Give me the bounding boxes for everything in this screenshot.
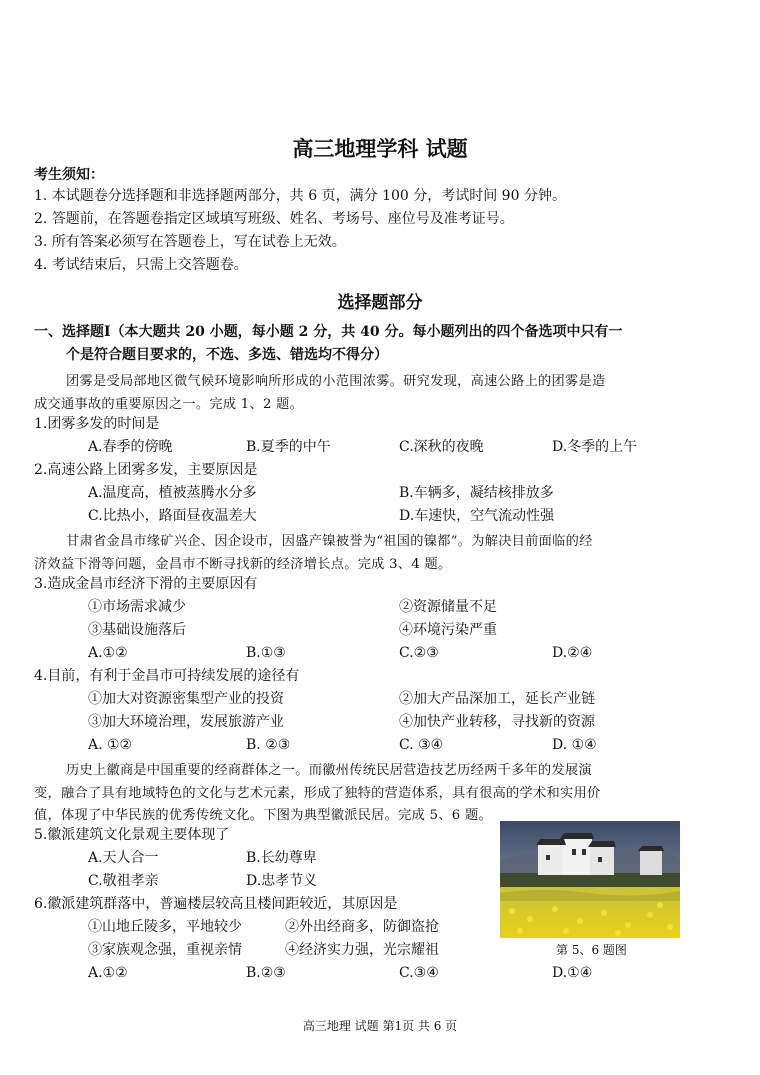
option-d: D.①④ xyxy=(552,965,593,981)
option-d: D.冬季的上午 xyxy=(552,439,638,455)
statement: ④环境污染严重 xyxy=(399,622,497,638)
option-a: A. ①② xyxy=(88,737,133,753)
passage-text: 值，体现了中华民族的优秀传统文化。下图为典型徽派民居。完成 5、6 题。 xyxy=(34,808,492,823)
passage-text: 变，融合了具有地域特色的文化与艺术元素，形成了独特的营造体系，具有很高的学术和实用价 xyxy=(34,786,601,801)
passage-text: 历史上徽商是中国重要的经商群体之一。而徽州传统民居营造技艺历经两千多年的发展演 xyxy=(66,763,593,778)
question-stem: 4.目前，有利于金昌市可持续发展的途径有 xyxy=(34,668,300,684)
huizhou-dwelling-photo xyxy=(500,821,680,938)
part-instructions: 个是符合题目要求的，不选、多选、错选均不得分） xyxy=(66,347,388,363)
option-a: A.①② xyxy=(88,645,128,661)
page-title: 高三地理学科 试题 xyxy=(292,136,468,161)
option-d: D.②④ xyxy=(552,645,593,661)
figure-caption: 第 5、6 题图 xyxy=(556,943,627,957)
option-a: A.温度高，植被蒸腾水分多 xyxy=(88,485,257,501)
question-stem: 3.造成金昌市经济下滑的主要原因有 xyxy=(34,576,258,592)
passage-text: 济效益下滑等问题，金昌市不断寻找新的经济增长点。完成 3、4 题。 xyxy=(34,557,452,572)
question-stem: 6.徽派建筑群落中，普遍楼层较高且楼间距较近，其原因是 xyxy=(34,896,398,912)
passage-text: 团雾是受局部地区微气候环境影响所形成的小范围浓雾。研究发现，高速公路上的团雾是造 xyxy=(66,374,606,389)
option-d: D.忠孝节义 xyxy=(246,873,318,889)
option-c: C.比热小，路面昼夜温差大 xyxy=(88,508,257,524)
option-c: C.深秋的夜晚 xyxy=(399,439,484,455)
notice-item: 2. 答题前，在答题卷指定区域填写班级、姓名、考场号、座位号及准考证号。 xyxy=(34,211,514,227)
option-d: D. ①④ xyxy=(552,737,597,753)
option-a: A.春季的傍晚 xyxy=(88,439,173,455)
notice-heading: 考生须知： xyxy=(34,167,104,183)
question-stem: 1.团雾多发的时间是 xyxy=(34,416,160,432)
statement: ②加大产品深加工，延长产业链 xyxy=(399,691,595,707)
option-c: C.③④ xyxy=(399,965,439,981)
statement: ③基础设施落后 xyxy=(88,622,186,638)
statement: ①市场需求减少 xyxy=(88,599,186,615)
notice-item: 3. 所有答案必须写在答题卷上，写在试卷上无效。 xyxy=(34,234,346,250)
option-c: C.敬祖孝亲 xyxy=(88,873,159,889)
statement: ②资源储量不足 xyxy=(399,599,497,615)
option-b: B.夏季的中午 xyxy=(246,439,331,455)
statement: ③家族观念强，重视亲情 xyxy=(88,942,242,958)
passage-text: 甘肃省金昌市缘矿兴企、因企设市，因盛产镍被誉为“祖国的镍都”。为解决目前面临的经 xyxy=(66,534,593,549)
question-stem: 2.高速公路上团雾多发，主要原因是 xyxy=(34,462,258,478)
question-stem: 5.徽派建筑文化景观主要体现了 xyxy=(34,827,230,843)
statement: ②外出经商多，防御盗抢 xyxy=(285,919,439,935)
option-b: B.②③ xyxy=(246,965,286,981)
page-footer: 高三地理 试题 第1页 共 6 页 xyxy=(302,1019,458,1033)
statement: ④经济实力强，光宗耀祖 xyxy=(285,942,439,958)
option-c: C.②③ xyxy=(399,645,439,661)
option-a: A.①② xyxy=(88,965,128,981)
option-b: B. ②③ xyxy=(246,737,291,753)
statement: ①加大对资源密集型产业的投资 xyxy=(88,691,284,707)
part-instructions: 一、选择题Ⅰ（本大题共 20 小题，每小题 2 分，共 40 分。每小题列出的四个备选项中只有一 xyxy=(34,324,623,340)
option-b: B.长幼尊卑 xyxy=(246,850,317,866)
notice-item: 4. 考试结束后，只需上交答题卷。 xyxy=(34,257,248,273)
option-b: B.车辆多，凝结核排放多 xyxy=(399,485,554,501)
passage-text: 成交通事故的重要原因之一。完成 1、2 题。 xyxy=(34,397,304,412)
option-c: C. ③④ xyxy=(399,737,444,753)
statement: ④加快产业转移，寻找新的资源 xyxy=(399,714,595,730)
notice-item: 1. 本试题卷分选择题和非选择题两部分，共 6 页，满分 100 分，考试时间 90 分钟。 xyxy=(34,188,566,204)
option-a: A.天人合一 xyxy=(88,850,159,866)
option-d: D.车速快，空气流动性强 xyxy=(399,508,555,524)
statement: ③加大环境治理，发展旅游产业 xyxy=(88,714,284,730)
section-title: 选择题部分 xyxy=(337,293,423,313)
option-b: B.①③ xyxy=(246,645,286,661)
statement: ①山地丘陵多，平地较少 xyxy=(88,919,242,935)
